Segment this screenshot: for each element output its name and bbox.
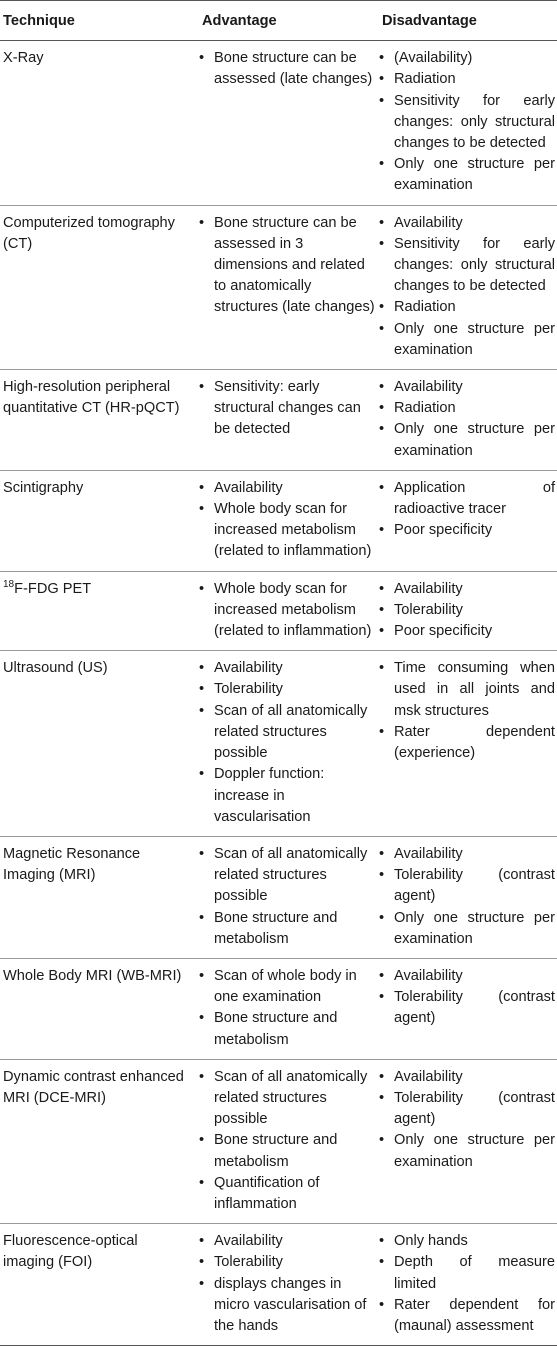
technique-name: F-FDG PET (14, 580, 92, 597)
technique-cell (0, 41, 198, 205)
table-row (0, 370, 557, 471)
advantage-item: • Whole body scan for increased metabolism (related to inflammation) (198, 579, 376, 643)
advantage-list (198, 658, 376, 828)
advantage-item: • Scan of all anatomically related structures possible (198, 844, 376, 908)
technique-cell (0, 205, 198, 369)
table-row (0, 205, 557, 369)
disadvantage-item: • Time consuming when used in all joints and msk structures (378, 658, 555, 722)
disadvantage-cell (378, 41, 557, 205)
header-row (0, 1, 557, 41)
disadvantage-list (378, 658, 555, 764)
disadvantage-cell (378, 571, 557, 651)
disadvantage-cell (378, 651, 557, 837)
disadvantage-item: • Radiation (378, 398, 555, 419)
disadvantage-cell (378, 370, 557, 471)
disadvantage-item: • Availability (378, 844, 555, 865)
technique-cell (0, 651, 198, 837)
technique-cell (0, 1059, 198, 1223)
advantage-item: • Tolerability (198, 1252, 376, 1273)
advantage-list (198, 579, 376, 643)
disadvantage-list (378, 1231, 555, 1337)
technique-name: Fluorescence-optical imaging (FOI) (3, 1233, 138, 1271)
disadvantage-item: • Tolerability (contrast agent) (378, 987, 555, 1029)
disadvantage-cell (378, 1059, 557, 1223)
advantage-cell (198, 370, 378, 471)
advantage-item: • Bone structure and metabolism (198, 1130, 376, 1172)
technique-name: Whole Body MRI (WB-MRI) (3, 967, 182, 984)
advantage-list (198, 377, 376, 441)
advantage-list (198, 966, 376, 1051)
header-advantage: Advantage (198, 1, 378, 41)
advantage-cell (198, 836, 378, 958)
disadvantage-list (378, 48, 555, 196)
advantage-list (198, 478, 376, 563)
technique-name: High-resolution peripheral quantitative CT (HR-pQCT) (3, 379, 180, 417)
disadvantage-item: • Rater dependent (experience) (378, 722, 555, 764)
disadvantage-item: • (Availability) (378, 48, 555, 69)
advantage-cell (198, 41, 378, 205)
disadvantage-cell (378, 470, 557, 571)
advantage-cell (198, 571, 378, 651)
advantage-cell (198, 470, 378, 571)
advantage-item: • Bone structure can be assessed (late changes) (198, 48, 376, 90)
advantage-item: • Scan of all anatomically related structures possible (198, 1067, 376, 1131)
disadvantage-item: • Radiation (378, 69, 555, 90)
disadvantage-cell (378, 836, 557, 958)
technique-cell (0, 836, 198, 958)
advantage-item: • Scan of all anatomically related structures possible (198, 701, 376, 765)
disadvantage-item: • Only one structure per examination (378, 419, 555, 461)
disadvantage-list (378, 966, 555, 1030)
disadvantage-item: • Poor specificity (378, 621, 555, 642)
advantage-item: • Whole body scan for increased metabolism (related to inflammation) (198, 499, 376, 563)
table-row (0, 571, 557, 651)
technique-name: Scintigraphy (3, 479, 84, 496)
disadvantage-list (378, 844, 555, 950)
advantage-item: • Tolerability (198, 679, 376, 700)
disadvantage-list (378, 478, 555, 542)
advantage-cell (198, 651, 378, 837)
disadvantage-item: • Only one structure per examination (378, 1130, 555, 1172)
technique-name: Ultrasound (US) (3, 660, 108, 677)
disadvantage-item: • Availability (378, 1067, 555, 1088)
advantage-list (198, 1231, 376, 1337)
advantage-list (198, 213, 376, 319)
advantage-item: • Bone structure can be assessed in 3 dimensions and related to anatomically structures (late changes) (198, 213, 376, 319)
advantage-list (198, 844, 376, 950)
table-row (0, 41, 557, 205)
technique-cell (0, 1224, 198, 1346)
disadvantage-item: • Poor specificity (378, 520, 555, 541)
advantage-list (198, 1067, 376, 1215)
disadvantage-list (378, 377, 555, 462)
table-row (0, 470, 557, 571)
disadvantage-cell (378, 958, 557, 1059)
disadvantage-cell (378, 205, 557, 369)
disadvantage-item: • Only one structure per examination (378, 154, 555, 196)
technique-cell (0, 958, 198, 1059)
table-row (0, 1224, 557, 1346)
advantage-item: • Sensitivity: early structural changes can be detected (198, 377, 376, 441)
table-row (0, 1059, 557, 1223)
disadvantage-item: • Availability (378, 377, 555, 398)
disadvantage-item: • Only hands (378, 1231, 555, 1252)
disadvantage-item: • Radiation (378, 297, 555, 318)
advantage-cell (198, 205, 378, 369)
advantage-item: • displays changes in micro vascularisation of the hands (198, 1274, 376, 1338)
disadvantage-item: • Depth of measure limited (378, 1252, 555, 1294)
header-technique: Technique (0, 1, 198, 41)
advantage-item: • Scan of whole body in one examination (198, 966, 376, 1008)
disadvantage-cell (378, 1224, 557, 1346)
technique-cell (0, 370, 198, 471)
advantage-item: • Availability (198, 658, 376, 679)
disadvantage-item: • Only one structure per examination (378, 319, 555, 361)
advantage-cell (198, 958, 378, 1059)
technique-superscript: 18 (3, 578, 15, 590)
disadvantage-item: • Sensitivity for early changes: only structural changes to be detected (378, 91, 555, 155)
technique-name: X-Ray (3, 50, 44, 67)
advantage-cell (198, 1059, 378, 1223)
advantage-item: • Quantification of inflammation (198, 1173, 376, 1215)
header-disadvantage: Disadvantage (378, 1, 557, 41)
table-body (0, 41, 557, 1346)
advantage-item: • Availability (198, 478, 376, 499)
disadvantage-item: • Availability (378, 213, 555, 234)
disadvantage-item: • Availability (378, 966, 555, 987)
disadvantage-item: • Only one structure per examination (378, 908, 555, 950)
disadvantage-item: • Rater dependent for (maunal) assessment (378, 1295, 555, 1337)
disadvantage-item: • Application of radioactive tracer (378, 478, 555, 520)
table-row (0, 836, 557, 958)
technique-name: Dynamic contrast enhanced MRI (DCE-MRI) (3, 1068, 184, 1106)
table-row (0, 958, 557, 1059)
disadvantage-list (378, 213, 555, 361)
disadvantage-item: • Tolerability (contrast agent) (378, 865, 555, 907)
advantage-list (198, 48, 376, 90)
technique-cell (0, 571, 198, 651)
disadvantage-item: • Tolerability (378, 600, 555, 621)
technique-cell (0, 470, 198, 571)
advantage-item: • Availability (198, 1231, 376, 1252)
advantage-item: • Doppler function: increase in vascularisation (198, 764, 376, 828)
advantage-item: • Bone structure and metabolism (198, 908, 376, 950)
table-header (0, 1, 557, 41)
table-row (0, 651, 557, 837)
advantage-cell (198, 1224, 378, 1346)
technique-name: Magnetic Resonance Imaging (MRI) (3, 845, 141, 884)
technique-name: Computerized tomography (CT) (3, 214, 175, 252)
disadvantage-item: • Tolerability (contrast agent) (378, 1088, 555, 1130)
advantage-item: • Bone structure and metabolism (198, 1008, 376, 1050)
disadvantage-list (378, 1067, 555, 1173)
disadvantage-item: • Sensitivity for early changes: only structural changes to be detected (378, 234, 555, 298)
disadvantage-item: • Availability (378, 579, 555, 600)
disadvantage-list (378, 579, 555, 643)
